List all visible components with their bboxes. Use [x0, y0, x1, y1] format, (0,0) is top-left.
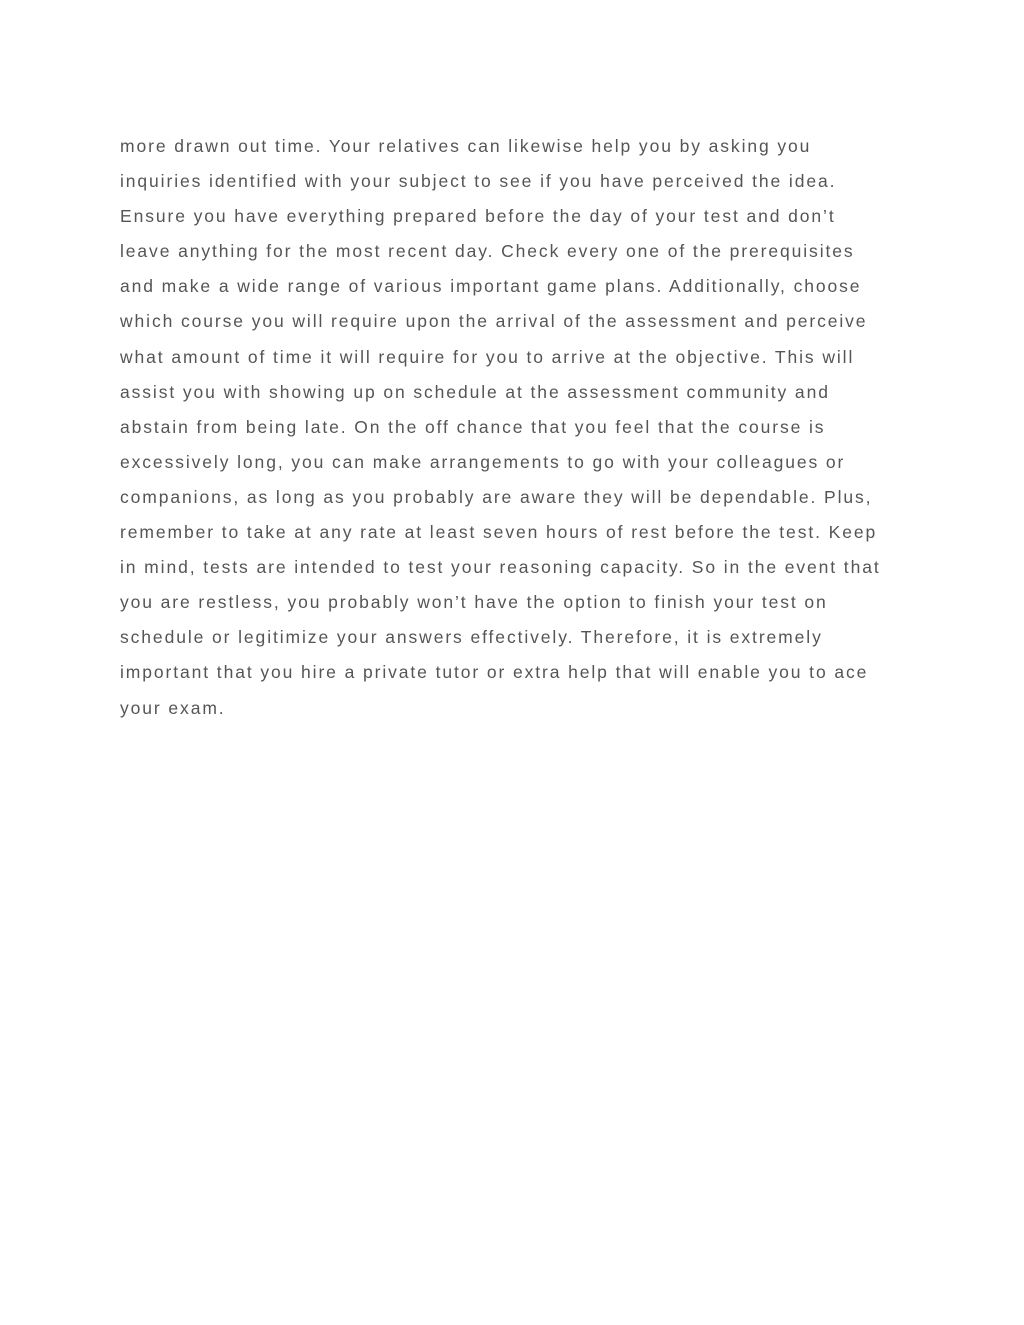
text-line: excessively long, you can make arrangements to go with your colleagues or [120, 451, 846, 472]
text-line: inquiries identified with your subject to see if you have perceived the idea. [120, 171, 837, 192]
text-line: which course you will require upon the arrival of the assessment and perceive [120, 311, 868, 332]
text-line: schedule or legitimize your answers effectively. Therefore, it is extremely [120, 627, 823, 648]
text-line: Ensure you have everything prepared before the day of your test and don’t [120, 206, 836, 227]
text-line: your exam. [120, 697, 226, 718]
text-line: what amount of time it will require for you to arrive at the objective. This will [120, 346, 855, 367]
text-line: more drawn out time. Your relatives can likewise help you by asking you [120, 136, 812, 156]
text-line: remember to take at any rate at least seven hours of rest before the test. Keep [120, 522, 878, 543]
text-line: in mind, tests are intended to test your reasoning capacity. So in the event that [120, 557, 881, 578]
text-line: assist you with showing up on schedule at the assessment community and [120, 381, 830, 402]
text-line: important that you hire a private tutor or extra help that will enable you to ace [120, 662, 869, 683]
text-line: and make a wide range of various important game plans. Additionally, choose [120, 276, 862, 297]
text-line: leave anything for the most recent day. Check every one of the prerequisites [120, 241, 855, 262]
text-line: abstain from being late. On the off chance that you feel that the course is [120, 416, 826, 437]
text-line: companions, as long as you probably are aware they will be dependable. Plus, [120, 486, 873, 507]
text-line: you are restless, you probably won’t have the option to finish your test on [120, 592, 828, 613]
body-paragraph [120, 133, 910, 730]
